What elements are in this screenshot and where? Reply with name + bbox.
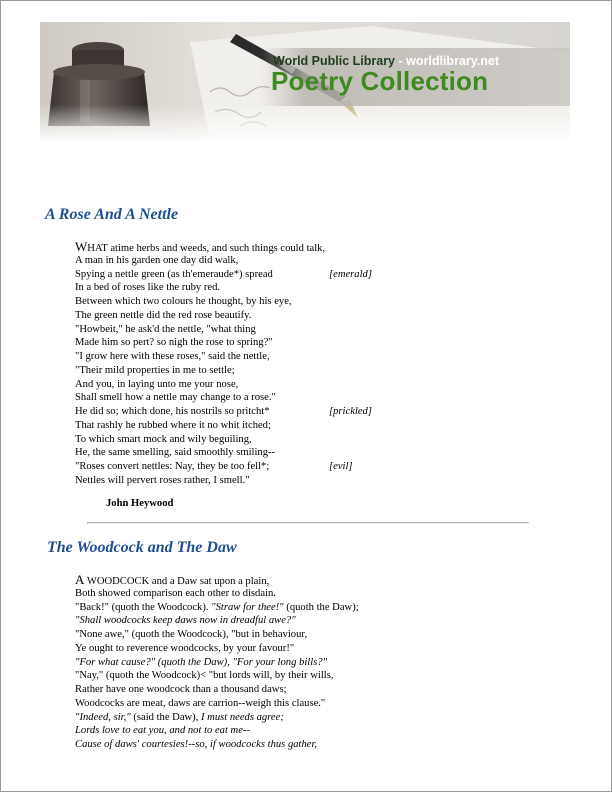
poem-line <box>75 433 325 447</box>
poem-line-text: To which smart mock and wily beguiling, <box>75 433 252 445</box>
poem-line <box>75 697 359 711</box>
drop-cap: W <box>75 239 88 254</box>
poem-line-text: In a bed of roses like the ruby red. <box>75 282 221 294</box>
poem-line <box>75 711 359 725</box>
poem-line-italic: "Straw for thee!" <box>211 601 284 613</box>
poem-line <box>75 364 325 378</box>
poem-line-italic: I must needs agree; <box>201 711 284 723</box>
poem-line <box>75 254 325 268</box>
poem-line-text: WOODCOCK and a Daw sat upon a plain, <box>84 576 270 587</box>
poem-line-text: "Their mild properties in me to settle; <box>75 364 235 376</box>
poem-line-text: (said the Daw), <box>130 711 201 723</box>
poem-line-text: "Howbeit," he ask'd the nettle, "what thing <box>75 323 256 335</box>
poem-line-text: He did so; which done, his nostrils so pritcht* <box>75 406 270 417</box>
poem-line-text: Spying a nettle green (as th'emeraude*) spread <box>75 268 273 280</box>
collection-title: Poetry Collection <box>271 66 489 96</box>
poem-line-text: "Back!" (quoth the Woodcock). <box>75 601 212 613</box>
poem-line <box>75 336 325 350</box>
poem-line-text: Both showed comparison each other to disdain. <box>75 587 276 599</box>
poem-line <box>75 350 325 364</box>
poem-author: John Heywood <box>106 498 174 509</box>
poem-body <box>75 573 359 752</box>
gloss-note: [prickled] <box>329 406 372 417</box>
poem-line-italic: "For what cause?" (quoth the Daw), "For your long bills?" <box>75 656 328 668</box>
poem-line-text: "None awe," (quoth the Woodcock), "but in behaviour, <box>75 629 308 640</box>
poem-line-italic: Lords love to eat you, and not to eat me-- <box>75 725 250 737</box>
drop-cap: A <box>75 572 85 587</box>
poem-line-text: Rather have one woodcock than a thousand daws; <box>75 684 287 695</box>
poem-line <box>75 240 325 254</box>
poem-line-text: "Roses convert nettles: Nay, they be too fell*; <box>75 461 270 472</box>
section-divider <box>87 522 529 524</box>
poetry-collection-banner <box>40 22 570 140</box>
poem-line <box>75 573 359 587</box>
poem-line-text: Between which two colours he thought, by his eye, <box>75 296 292 307</box>
poem-line <box>75 419 325 433</box>
poem-line <box>75 405 372 419</box>
poem-line <box>75 460 353 474</box>
poem-line <box>75 724 359 738</box>
poem-line <box>75 656 359 670</box>
poem-title: The Woodcock and The Daw <box>47 539 237 556</box>
poem-line-text: A man in his garden one day did walk, <box>75 254 239 266</box>
poem-line-text: (quoth the Daw); <box>283 601 359 613</box>
poem-line-text: He, the same smelling, said smoothly smiling-- <box>75 447 276 459</box>
poem-title: A Rose And A Nettle <box>45 206 179 223</box>
gloss-note: [emerald] <box>329 268 372 280</box>
poem-line-text: The green nettle did the red rose beautify. <box>75 309 252 321</box>
poem-body <box>75 239 372 488</box>
poem-line-text: "I grow here with these roses," said the nettle, <box>75 351 270 362</box>
gloss-note: [evil] <box>329 461 353 472</box>
brand-name: World Public Library <box>273 54 396 68</box>
poem-line <box>75 474 325 488</box>
brand-separator: - <box>398 54 403 68</box>
brand-site: worldlibrary.net <box>406 54 499 68</box>
poem-line-text: Shall smell how a nettle may change to a rose." <box>75 392 276 404</box>
poem-line <box>75 295 325 309</box>
poem-line <box>75 281 325 295</box>
poem-line-text: That rashly he rubbed where it no whit itched; <box>75 419 271 431</box>
poem-line-text: Nettles will pervert roses rather, I smell." <box>75 474 250 486</box>
poem-line-text: HAT atime herbs and weeds, and such things could talk, <box>87 243 326 254</box>
poem-line <box>75 391 325 405</box>
poem-line-text: Made him so pert? so nigh the rose to spring?" <box>75 337 273 349</box>
poem-line-text: "Nay," (quoth the Woodcock)< "but lords will, by their wills, <box>75 670 334 682</box>
poem-line <box>75 614 359 628</box>
poem-line-italic: Cause of daws' courtesies!--so, if woodcocks thus gather, <box>75 739 318 750</box>
poem-line <box>75 446 325 460</box>
poem-line-italic: "Shall woodcocks keep daws now in dreadful awe?" <box>75 615 296 627</box>
poem-line <box>75 738 359 752</box>
poem-line <box>75 323 325 337</box>
poem-line <box>75 268 372 282</box>
poem-line-text: And you, in laying unto me your nose, <box>75 378 239 390</box>
poem-line <box>75 683 359 697</box>
poem-line <box>75 587 359 601</box>
poem-line <box>75 378 325 392</box>
poem-line-text: Ye ought to reverence woodcocks, by your favour!" <box>75 642 295 654</box>
poem-line <box>75 628 359 642</box>
poem-line <box>75 601 359 615</box>
poem-line <box>75 309 325 323</box>
poem-line-text: Woodcocks are meat, daws are carrion--weigh this clause." <box>75 697 326 709</box>
poem-line <box>75 669 359 683</box>
poem-line <box>75 642 359 656</box>
poem-line-italic: "Indeed, sir," <box>75 711 131 723</box>
